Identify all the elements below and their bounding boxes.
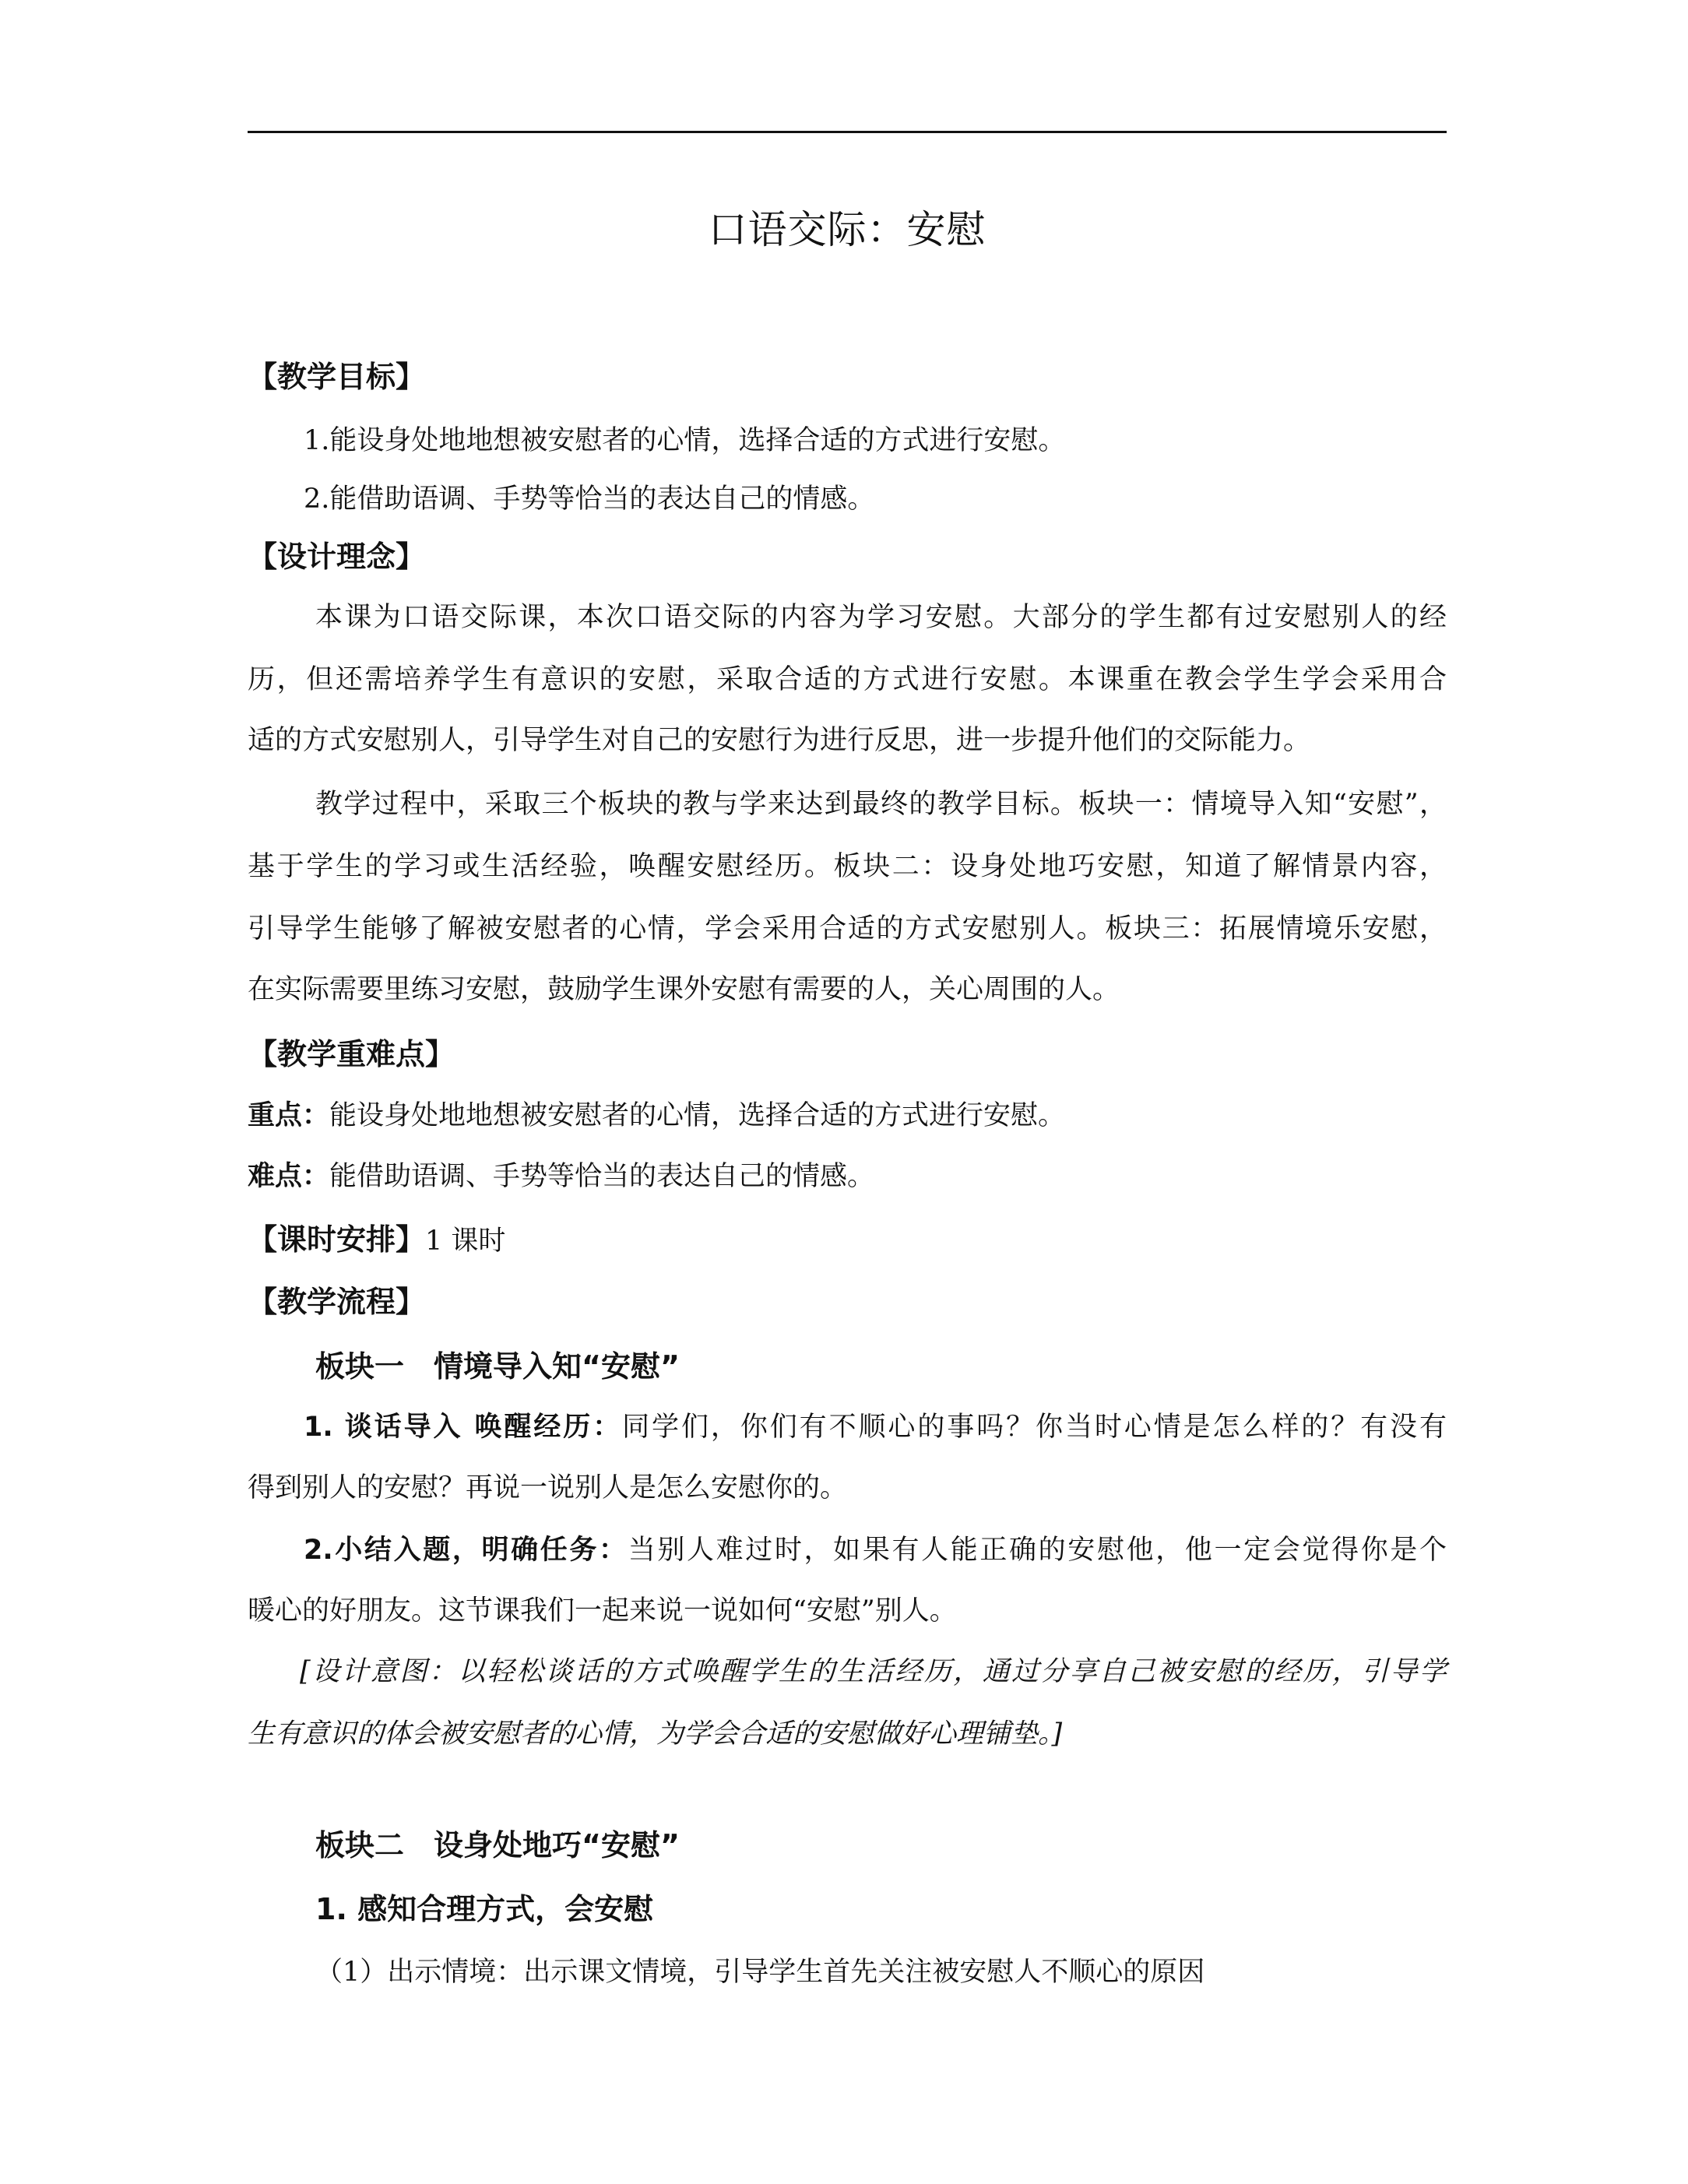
objective-item-1: 1.能设身处地地想被安慰者的心情，选择合适的方式进行安慰。 [304,425,1066,456]
block1-intent-line-1: [设计意图：以轻松谈话的方式唤醒学生的生活经历，通过分享自己被安慰的经历，引导学 [300,1656,1447,1687]
concept-p1-line-1: 本课为口语交际课，本次口语交际的内容为学习安慰。大部分的学生都有过安慰别人的经 [315,602,1447,633]
objective-item-2: 2.能借助语调、手势等恰当的表达自己的情感。 [304,484,875,515]
concept-p2-line-2: 基于学生的学习或生活经验，唤醒安慰经历。板块二：设身处地巧安慰，知道了解情景内容， [248,851,1447,882]
process-heading: 【教学流程】 [248,1285,426,1319]
concept-p2-line-4: 在实际需要里练习安慰，鼓励学生课外安慰有需要的人，关心周围的人。 [248,974,1120,1005]
header-rule [248,131,1447,133]
block1-item1-line-1 [304,1411,1447,1444]
block1-item2-lead: 2.小结入题，明确任务： [304,1535,628,1566]
block1-item2-line-2: 暖心的好朋友。这节课我们一起来说一说如何“安慰”别人。 [248,1595,957,1627]
concept-p1-line-2: 历，但还需培养学生有意识的安慰，采取合适的方式进行安慰。本课重在教会学生学会采用合 [248,664,1447,695]
block1-item1-line-2: 得到别人的安慰？再说一说别人是怎么安慰你的。 [248,1472,848,1503]
concept-p2-line-3: 引导学生能够了解被安慰者的心情，学会采用合适的方式安慰别人。板块三：拓展情境乐安慰， [248,913,1447,944]
block1-item1-lead: 1. 谈话导入 唤醒经历： [304,1412,623,1443]
difficult-point-row [248,1160,874,1193]
key-point-row [248,1099,1065,1132]
block1-intent-line-2: 生有意识的体会被安慰者的心情，为学会合适的安慰做好心理铺垫。] [248,1718,1063,1750]
objectives-heading: 【教学目标】 [248,360,426,394]
difficult-point-label: 难点： [248,1161,330,1192]
block2-step1-sub: （1）出示情境：出示课文情境，引导学生首先关注被安慰人不顺心的原因 [315,1957,1205,1988]
concept-p1-line-3: 适的方式安慰别人，引导学生对自己的安慰行为进行反思，进一步提升他们的交际能力。 [248,725,1311,756]
concept-p2-line-1: 教学过程中，采取三个板块的教与学来达到最终的教学目标。板块一：情境导入知“安慰”， [315,789,1447,820]
key-point-text: 能设身处地地想被安慰者的心情，选择合适的方式进行安慰。 [329,1100,1066,1131]
block2-title: 板块二 设身处地巧“安慰” [315,1828,680,1862]
schedule-text: 1 课时 [425,1226,506,1257]
document-title: 口语交际：安慰 [708,207,986,252]
concept-heading: 【设计理念】 [248,540,426,574]
schedule-heading: 【课时安排】 [248,1222,426,1257]
key-point-label: 重点： [248,1100,330,1131]
block1-item1-text-1: 同学们，你们有不顺心的事吗？你当时心情是怎么样的？有没有 [622,1412,1447,1443]
block2-step1: 1. 感知合理方式，会安慰 [315,1892,654,1926]
block1-item2-line-1 [304,1534,1447,1567]
key-points-heading: 【教学重难点】 [248,1037,455,1071]
block1-title: 板块一 情境导入知“安慰” [315,1349,680,1384]
schedule-row [248,1222,505,1258]
block1-item2-text-1: 当别人难过时，如果有人能正确的安慰他，他一定会觉得你是个 [628,1535,1447,1566]
difficult-point-text: 能借助语调、手势等恰当的表达自己的情感。 [329,1161,875,1192]
